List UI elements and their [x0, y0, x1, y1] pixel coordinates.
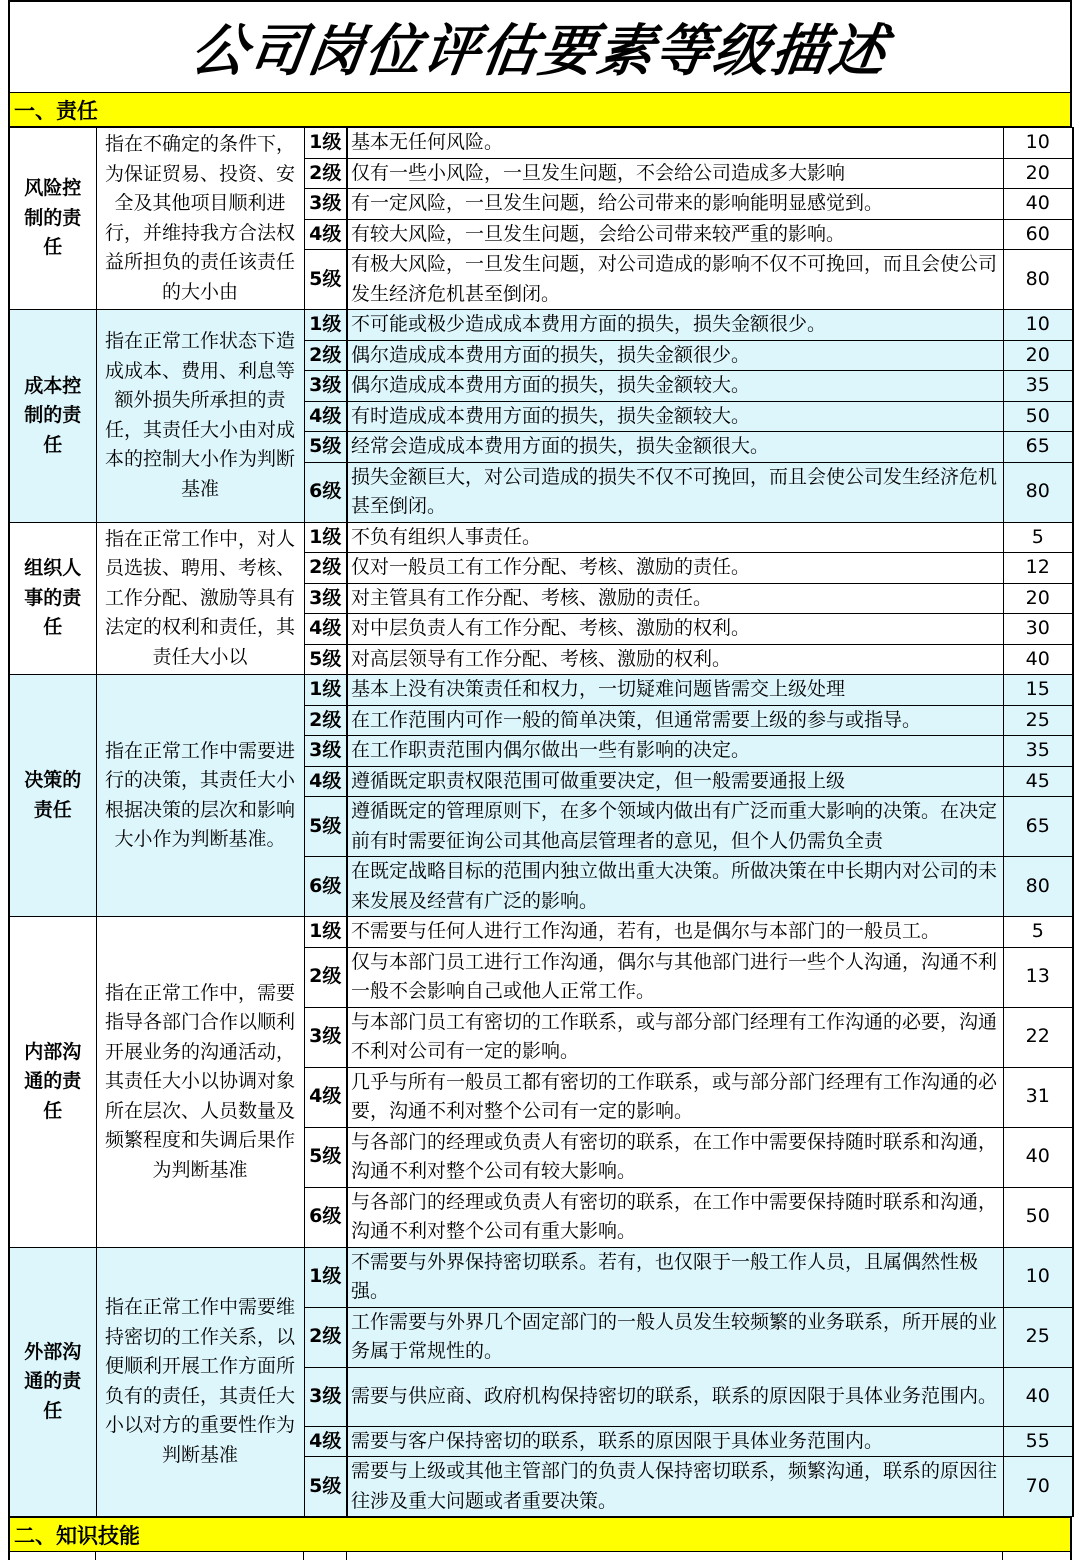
description-cell: 对高层领导有工作分配、考核、激励的权利。 [347, 644, 1003, 675]
definition-cell: 指在正常工作中，对人员选拔、聘用、考核、工作分配、激励等具有法定的权利和责任，其责任大小以 [96, 522, 304, 675]
score-cell: 40 [1003, 1127, 1073, 1187]
score-cell: 40 [1003, 189, 1073, 220]
score-cell: 55 [1003, 1426, 1073, 1457]
grid-line [95, 1552, 96, 1560]
definition-cell: 指在不确定的条件下，为保证贸易、投资、安全及其他项目顺利进行，并维持我方合法权益所担负的责任该责任的大小由 [96, 128, 304, 310]
level-cell: 3级 [304, 1367, 347, 1426]
evaluation-table-body [9, 128, 1073, 1517]
score-cell: 80 [1003, 462, 1073, 522]
category-cell: 风险控制的责任 [9, 128, 96, 310]
description-cell: 需要与客户保持密切的联系，联系的原因限于具体业务范围内。 [347, 1426, 1003, 1457]
score-cell: 22 [1003, 1007, 1073, 1067]
page-title-box [8, 0, 1072, 92]
description-cell: 不需要与任何人进行工作沟通，若有，也是偶尔与本部门的一般员工。 [347, 917, 1003, 948]
definition-cell: 指在正常工作中需要维持密切的工作关系，以便顺利开展工作方面所负有的责任，其责任大小以对方的重要性作为判断基准 [96, 1247, 304, 1517]
section-label: 一、责任 [14, 98, 98, 123]
level-cell: 2级 [304, 1307, 347, 1367]
score-cell: 50 [1003, 401, 1073, 432]
description-cell: 在工作职责范围内偶尔做出一些有影响的决定。 [347, 736, 1003, 767]
level-cell: 3级 [304, 736, 347, 767]
table-row [9, 310, 1073, 341]
level-cell: 2级 [304, 553, 347, 584]
grid-line [1002, 1552, 1003, 1560]
score-cell: 31 [1003, 1067, 1073, 1127]
level-cell: 1级 [304, 917, 347, 948]
category-cell: 决策的责任 [9, 675, 96, 917]
score-cell: 10 [1003, 310, 1073, 341]
score-cell: 80 [1003, 857, 1073, 917]
description-cell: 不可能或极少造成成本费用方面的损失，损失金额很少。 [347, 310, 1003, 341]
description-cell: 仅对一般员工有工作分配、考核、激励的责任。 [347, 553, 1003, 584]
description-cell: 仅与本部门员工进行工作沟通，偶尔与其他部门进行一些个人沟通，沟通不利一般不会影响自己或他人正常工作。 [347, 947, 1003, 1007]
level-cell: 4级 [304, 766, 347, 797]
score-cell: 45 [1003, 766, 1073, 797]
table-row [9, 917, 1073, 948]
level-cell: 1级 [304, 310, 347, 341]
description-cell: 仅有一些小风险，一旦发生问题，不会给公司造成多大影响 [347, 158, 1003, 189]
level-cell: 6级 [304, 857, 347, 917]
grid-line [303, 1552, 304, 1560]
level-cell: 1级 [304, 1247, 347, 1307]
description-cell: 与各部门的经理或负责人有密切的联系，在工作中需要保持随时联系和沟通，沟通不利对整个公司有重大影响。 [347, 1187, 1003, 1247]
category-cell: 组织人事的责任 [9, 522, 96, 675]
score-cell: 40 [1003, 644, 1073, 675]
description-cell: 不负有组织人事责任。 [347, 522, 1003, 553]
sheet [8, 0, 1072, 1560]
level-cell: 2级 [304, 947, 347, 1007]
score-cell: 65 [1003, 797, 1073, 857]
level-cell: 1级 [304, 675, 347, 706]
section-header-responsibility [8, 92, 1072, 127]
description-cell: 损失金额巨大，对公司造成的损失不仅不可挽回，而且会使公司发生经济危机甚至倒闭。 [347, 462, 1003, 522]
level-cell: 3级 [304, 371, 347, 402]
score-cell: 30 [1003, 614, 1073, 645]
level-cell: 2级 [304, 340, 347, 371]
definition-cell: 指在正常工作中需要进行的决策，其责任大小根据决策的层次和影响大小作为判断基准。 [96, 675, 304, 917]
section-header-knowledge [8, 1517, 1072, 1552]
score-cell: 35 [1003, 371, 1073, 402]
score-cell: 12 [1003, 553, 1073, 584]
level-cell: 5级 [304, 1457, 347, 1517]
level-cell: 5级 [304, 797, 347, 857]
category-cell: 外部沟通的责任 [9, 1247, 96, 1517]
score-cell: 15 [1003, 675, 1073, 706]
table-row [9, 522, 1073, 553]
description-cell: 有时造成成本费用方面的损失，损失金额较大。 [347, 401, 1003, 432]
table-row [9, 675, 1073, 706]
definition-cell: 指在正常工作中，需要指导各部门合作以顺利开展业务的沟通活动，其责任大小以协调对象所在层次、人员数量及频繁程度和失调后果作为判断基准 [96, 917, 304, 1248]
table-row [9, 1247, 1073, 1307]
score-cell: 25 [1003, 1307, 1073, 1367]
description-cell: 不需要与外界保持密切联系。若有，也仅限于一般工作人员，且属偶然性极强。 [347, 1247, 1003, 1307]
score-cell: 20 [1003, 340, 1073, 371]
score-cell: 25 [1003, 705, 1073, 736]
section-label: 二、知识技能 [14, 1523, 140, 1548]
category-cell: 内部沟通的责任 [9, 917, 96, 1248]
description-cell: 有一定风险，一旦发生问题，给公司带来的影响能明显感觉到。 [347, 189, 1003, 220]
level-cell: 2级 [304, 158, 347, 189]
level-cell: 6级 [304, 462, 347, 522]
description-cell: 与各部门的经理或负责人有密切的联系，在工作中需要保持随时联系和沟通，沟通不利对整个公司有较大影响。 [347, 1127, 1003, 1187]
next-table-strip [8, 1552, 1072, 1560]
description-cell: 在工作范围内可作一般的简单决策，但通常需要上级的参与或指导。 [347, 705, 1003, 736]
description-cell: 需要与供应商、政府机构保持密切的联系，联系的原因限于具体业务范围内。 [347, 1367, 1003, 1426]
score-cell: 50 [1003, 1187, 1073, 1247]
level-cell: 5级 [304, 250, 347, 310]
level-cell: 6级 [304, 1187, 347, 1247]
level-cell: 5级 [304, 432, 347, 463]
score-cell: 5 [1003, 522, 1073, 553]
description-cell: 遵循既定的管理原则下，在多个领域内做出有广泛而重大影响的决策。在决定前有时需要征询公司其他高层管理者的意见，但个人仍需负全责 [347, 797, 1003, 857]
level-cell: 4级 [304, 614, 347, 645]
description-cell: 在既定战略目标的范围内独立做出重大决策。所做决策在中长期内对公司的未来发展及经营有广泛的影响。 [347, 857, 1003, 917]
score-cell: 80 [1003, 250, 1073, 310]
level-cell: 4级 [304, 219, 347, 250]
score-cell: 60 [1003, 219, 1073, 250]
description-cell: 有较大风险，一旦发生问题，会给公司带来较严重的影响。 [347, 219, 1003, 250]
level-cell: 5级 [304, 1127, 347, 1187]
score-cell: 10 [1003, 128, 1073, 159]
level-cell: 3级 [304, 583, 347, 614]
description-cell: 基本上没有决策责任和权力，一切疑难问题皆需交上级处理 [347, 675, 1003, 706]
description-cell: 偶尔造成成本费用方面的损失，损失金额较大。 [347, 371, 1003, 402]
grid-line [346, 1552, 347, 1560]
score-cell: 70 [1003, 1457, 1073, 1517]
category-cell: 成本控制的责任 [9, 310, 96, 523]
level-cell: 1级 [304, 128, 347, 159]
score-cell: 13 [1003, 947, 1073, 1007]
description-cell: 基本无任何风险。 [347, 128, 1003, 159]
definition-cell: 指在正常工作状态下造成成本、费用、利息等额外损失所承担的责任，其责任大小由对成本的控制大小作为判断基准 [96, 310, 304, 523]
description-cell: 对主管具有工作分配、考核、激励的责任。 [347, 583, 1003, 614]
level-cell: 3级 [304, 1007, 347, 1067]
level-cell: 3级 [304, 189, 347, 220]
level-cell: 5级 [304, 644, 347, 675]
description-cell: 几乎与所有一般员工都有密切的工作联系，或与部分部门经理有工作沟通的必要，沟通不利对整个公司有一定的影响。 [347, 1067, 1003, 1127]
level-cell: 1级 [304, 522, 347, 553]
level-cell: 2级 [304, 705, 347, 736]
description-cell: 经常会造成成本费用方面的损失，损失金额很大。 [347, 432, 1003, 463]
level-cell: 4级 [304, 1426, 347, 1457]
score-cell: 5 [1003, 917, 1073, 948]
description-cell: 与本部门员工有密切的工作联系，或与部分部门经理有工作沟通的必要，沟通不利对公司有一定的影响。 [347, 1007, 1003, 1067]
level-cell: 4级 [304, 401, 347, 432]
score-cell: 10 [1003, 1247, 1073, 1307]
score-cell: 40 [1003, 1367, 1073, 1426]
table-row [9, 128, 1073, 159]
level-cell: 4级 [304, 1067, 347, 1127]
evaluation-table [8, 127, 1074, 1517]
description-cell: 对中层负责人有工作分配、考核、激励的权利。 [347, 614, 1003, 645]
score-cell: 20 [1003, 583, 1073, 614]
description-cell: 工作需要与外界几个固定部门的一般人员发生较频繁的业务联系，所开展的业务属于常规性的。 [347, 1307, 1003, 1367]
page-title: 公司岗位评估要素等级描述 [186, 19, 892, 84]
description-cell: 偶尔造成成本费用方面的损失，损失金额很少。 [347, 340, 1003, 371]
score-cell: 20 [1003, 158, 1073, 189]
description-cell: 有极大风险，一旦发生问题，对公司造成的影响不仅不可挽回，而且会使公司发生经济危机甚至倒闭。 [347, 250, 1003, 310]
score-cell: 35 [1003, 736, 1073, 767]
score-cell: 65 [1003, 432, 1073, 463]
description-cell: 需要与上级或其他主管部门的负责人保持密切联系，频繁沟通，联系的原因往往涉及重大问题或者重要决策。 [347, 1457, 1003, 1517]
description-cell: 遵循既定职责权限范围可做重要决定，但一般需要通报上级 [347, 766, 1003, 797]
